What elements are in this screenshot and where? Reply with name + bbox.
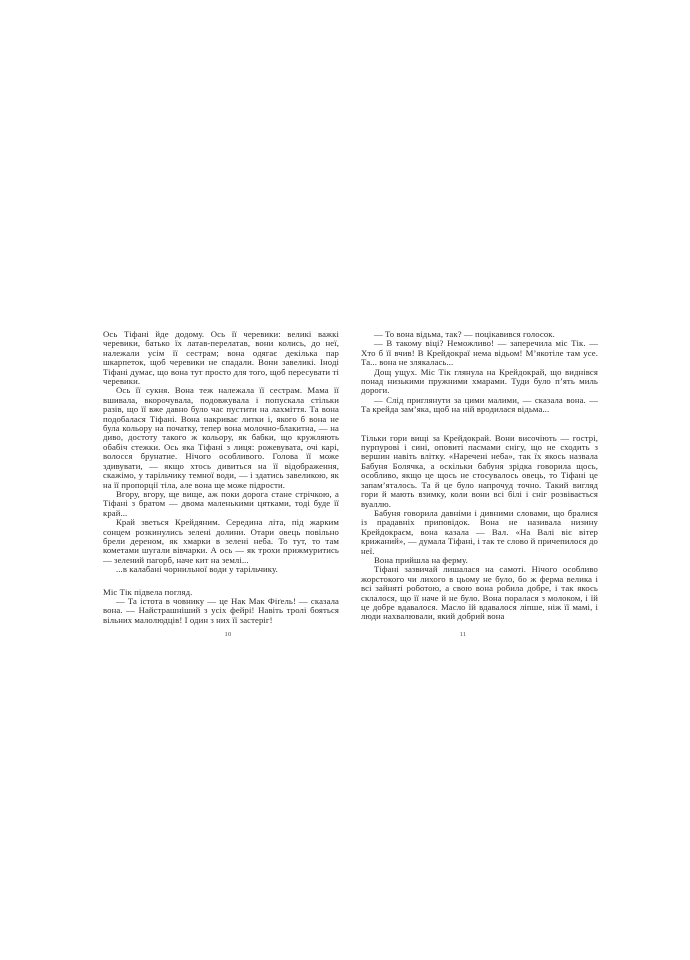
paragraph: — То вона відьма, так? — поцікавився голосок.: [374, 329, 555, 339]
book-page-right: [361, 330, 598, 622]
paragraph: Вона прийшла на ферму.: [374, 554, 468, 565]
paragraph: — В такому віці? Неможливо! — заперечила міс Тік. — Хто б її вчив! В Крейдокраї нема відьом! М’якотіле там усе. Та... вона не злякалась...: [361, 338, 598, 368]
paragraph: Тільки гори вищі за Крейдокрай. Вони височіють — гострі, пурпурові і сині, оповиті пасмами снігу, що не сходить з вершин навіть влітку. «Наречені неба», так їх якось назвала Бабуня Болячка, а оскільки бабуня зрідка говорила щось, особливо, якщо це щось не стосувалось овець, то Тіфані це запам’яталось. Та й це було напрочуд точно. Такий вигляд гори й мають взимку, коли вони всі білі і сніг розвівається вуаллю.: [361, 432, 598, 509]
text-section: [103, 588, 339, 626]
paragraph: Вгору, вгору, ще вище, аж поки дорога стане стрічкою, а Тіфані з братом — двома маленькими цятками, тоді буде її край...: [103, 488, 339, 518]
text-section: [361, 434, 598, 622]
paragraph: — Та істота в човнику — це Нак Мак Фіґель! — сказала вона. — Найстрашніший з усіх фейрі! Навіть тролі бояться вільних малолюдців! І один з них її застеріг!: [103, 595, 339, 625]
page-number: 11: [459, 631, 467, 638]
text-section: [361, 330, 598, 415]
paragraph: Ось її сукня. Вона теж належала її сестрам. Мама її вшивала, вкорочувала, подовжувала і попускала стільки разів, що її вже давно було час пустити на лахміття. Та вона подобалася Тіфані. Вона накриває литки і, якого б вона не була кольору на початку, тепер вона молочно-блакитна, — на диво, достоту такого ж кольору, як бабки, що кружляють обабіч стежки. Ось яка Тіфані з лиця: рожевувата, очі карі, волосся брунатне. Нічого особливого. Голова її може здивувати, — якщо хтось дивиться на її відображення, скажімо, у тарільчику темної води, — і здатись завеликою, як на її пропорції тіла, але вона ще може підрости.: [103, 385, 339, 490]
paragraph: Дощ ущух. Міс Тік глянула на Крейдокрай, що виднівся понад низькими пружними хмарами. Туди було п’ять миль дороги.: [361, 366, 598, 396]
text-section: [103, 330, 339, 575]
paragraph: ...в калабані чорнильної води у тарільчику.: [116, 564, 278, 575]
paragraph: Бабуня говорила давніми і дивними словами, що бралися із прадавніх приповідок. Вона не називала низину Крейдокраєм, вона казала — Вал. «На Валі віє вітер крижаний», — думала Тіфані, і так те слово й причепилося до неї.: [361, 507, 598, 556]
page-number: 10: [224, 631, 232, 638]
paragraph: Тіфані зазвичай лишалася на самоті. Нічого особливо жорстокого чи лихого в цьому не було, бо ж ферма велика і всі зайняті роботою, а свою вона робила добре, і так якось склалося, що її наче й не було. Вона поралася з молоком, і їй це добре вдавалося. Масло їй вдавалося ліпше, ніж її мамі, і люди нахвалювали, який добрий вона: [361, 564, 598, 622]
paragraph: Ось Тіфані йде додому. Ось її черевики: великі важкі черевики, батько їх латав-перелатав, вони колись, до неї, належали усім її сестрам; вона одягає декілька пар шкарпеток, щоб черевики не спадали. Вони завеликі. Іноді Тіфані думає, що вона тут просто для того, щоб пересувати ті черевики.: [103, 329, 339, 387]
paragraph: — Слід приглянути за цими малими, — сказала вона. — Та крейда зам’яка, щоб на ній вродилася відьма...: [361, 394, 598, 415]
book-page-left: [103, 330, 339, 625]
paragraph: Міс Тік підвела погляд.: [103, 586, 193, 597]
paragraph: Край зветься Крейдяним. Середина літа, під жарким сонцем розкинулись зелені долини. Отари овець повільно брели дереном, як хмарки в зелені неба. То тут, то там кометами шугали вівчарки. А ось — як трохи прижмуритись — зелений пагорб, наче кит на землі...: [103, 517, 339, 565]
